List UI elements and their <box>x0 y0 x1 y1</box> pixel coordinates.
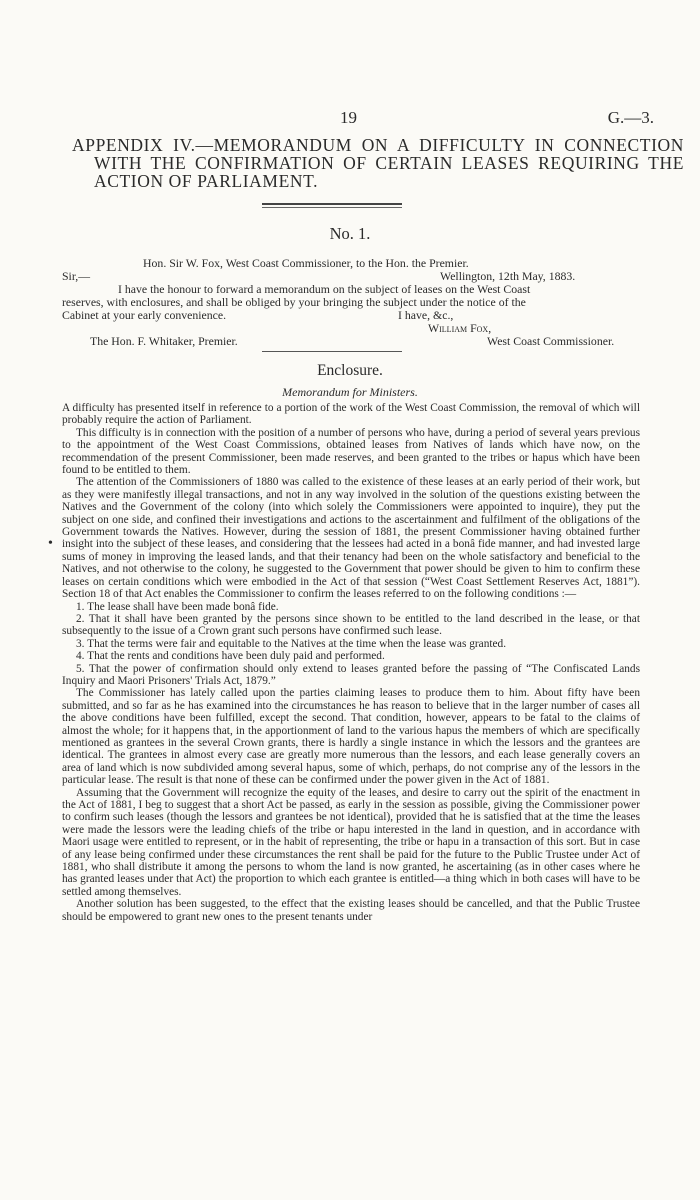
body-paragraph: Assuming that the Government will recognize the equity of the leases, and desire to carry out the spirit of the enactment in the Act of 1881, I beg to suggest that a short Act be passed, as early in the session as possible, giving the Commissioner power to confirm such leases (though the lessors and grantees be not identical), provided that he is satisfied that at the time the leases were made the lessors were the leading chiefs of the tribe or hapu interested in the land in question, and in accordance with Maori usage were entitled to represent, or in the habit of representing, the tribe or hapu in a transaction of this sort. But in case of any lease being confirmed under these circumstances the rent shall be paid for the future to the Public Trustee under Act of 1881, who shall distribute it among the persons to whom the land is now granted, he ascertaining (as in other cases where he has granted leases under that Act) the proportion to which each grantee is entitled—a thing which in both cases will have to be settled among themselves. <box>62 786 640 898</box>
body-paragraph: A difficulty has presented itself in reference to a portion of the work of the West Coast Commission, the removal of which will probably require the action of Parliament. <box>62 402 640 427</box>
margin-mark: • <box>48 536 53 551</box>
appendix-title: APPENDIX IV.—MEMORANDUM ON A DIFFICULTY IN CONNECTION WITH THE CONFIRMATION OF CERTAIN LEASES REQUIRING THE ACTION OF PARLIAMENT. <box>72 135 684 191</box>
body-paragraph: The attention of the Commissioners of 1880 was called to the existence of these leases at an early period of their work, but as they were manifestly illegal transactions, and not in any way involved in the solution of the questions existing between the Natives and the Government of the colony (into which solely the Commissioners were appointed to inquire), they put the subject on one side, and confined their investigations and actions to the ascertainment and fulfilment of the obligations of the Government towards the Natives. However, during the session of 1881, the present Commissioner having obtained further insight into the subject of these leases, and considering that the lessees had acted in a bonâ fide manner, and had invested large sums of money in improving the leased lands, and that their tenancy had been on the whole satisfactory and beneficial to the Natives, and not otherwise to the colony, he suggested to the Government that power should be given to him to confirm these leases on certain conditions which were embodied in the Act of that session (“West Coast Settlement Reserves Act, 1881”). Section 18 of that Act enables the Commissioner to confirm the leases referred to on the following conditions :— <box>62 476 640 601</box>
divider <box>262 351 402 352</box>
enclosure-subheading: Memorandum for Ministers. <box>282 385 418 399</box>
letter-closing: I have, &c., <box>398 308 454 322</box>
letter-addressee: The Hon. F. Whitaker, Premier. <box>90 334 238 348</box>
enclosure-heading: Enclosure. <box>317 362 383 379</box>
condition-item: 3. That the terms were fair and equitable to the Natives at the time when the lease was granted. <box>76 637 507 650</box>
memorandum-body <box>62 402 640 923</box>
letter-signature-title: West Coast Commissioner. <box>487 334 615 348</box>
body-paragraph: This difficulty is in connection with the position of a number of persons who have, during a period of several years previous to the appointment of the West Coast Commissions, obtained leases from Natives of lands which have now, on the recommendation of the present Commissioner, been made reserves, and been granted to the tribes or hapus which have been found to be entitled to them. <box>62 426 640 477</box>
condition-item: 4. That the rents and conditions have been duly paid and performed. <box>76 650 385 663</box>
condition-item: 5. That the power of confirmation should only extend to leases granted before the passing of “The Confiscated Lands Inquiry and Maori Prisoners' Trials Act, 1879.” <box>62 662 640 687</box>
condition-item: 2. That it shall have been granted by the persons since shown to be entitled to the land described in the lease, or that subsequently to the issue of a Crown grant such persons have confirmed such lease. <box>62 612 640 638</box>
divider <box>262 207 402 208</box>
condition-item: 1. The lease shall have been made bonâ fide. <box>76 600 279 613</box>
letter-from-to: Hon. Sir W. Fox, West Coast Commissioner, to the Hon. the Premier. <box>143 256 469 270</box>
letter-body-line: reserves, with enclosures, and shall be obliged by your bringing the subject under the notice of the <box>62 295 526 309</box>
divider <box>262 203 402 205</box>
letter-number: No. 1. <box>329 224 371 243</box>
series-code: G.—3. <box>607 108 654 127</box>
body-paragraph: Another solution has been suggested, to the effect that the existing leases should be cancelled, and that the Public Trustee should be empowered to grant new ones to the present tenants under <box>62 898 640 923</box>
letter-salutation: Sir,— <box>62 269 91 283</box>
letter-place-date: Wellington, 12th May, 1883. <box>440 269 576 283</box>
page-number: 19 <box>340 108 357 127</box>
body-paragraph: The Commissioner has lately called upon the parties claiming leases to produce them to him. About fifty have been submitted, and so far as he has examined into the circumstances he has reason to believe that in the larger number of cases all the above conditions have been fulfilled, except the second. That condition, however, appears to be fatal to the claims of almost the whole; for it happens that, in the apportionment of land to the various hapus the members of which are specifically mentioned as grantees in the several Crown grants, there is hardly a single instance in which the lessors and the grantees are identical. The grantees in almost every case are greatly more numerous than the lessors, and each lease generally covers an area of land which is now subdivided among several hapus, some of which, perhaps, do not comprise any of the lessors in the particular lease. The result is that none of these can be confirmed under the power given in the Act of 1881. <box>62 687 640 787</box>
letter-body-line: Cabinet at your early convenience. <box>62 308 227 322</box>
letter-signature: William Fox, <box>428 321 492 335</box>
letter-body-line: I have the honour to forward a memorandum on the subject of leases on the West Coast <box>118 282 531 296</box>
